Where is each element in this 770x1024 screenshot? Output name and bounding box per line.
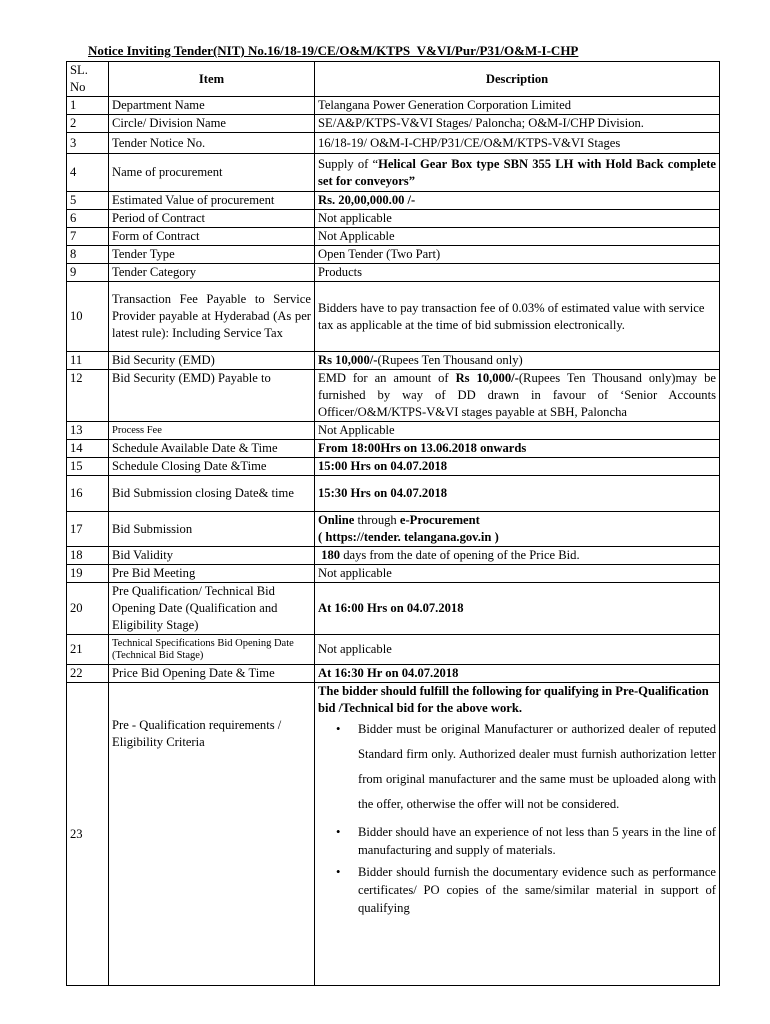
row-sl: 20: [67, 583, 109, 635]
tender-table: [66, 61, 720, 986]
row-sl: 11: [67, 352, 109, 370]
row-desc: At 16:00 Hrs on 04.07.2018: [315, 583, 720, 635]
row-desc: Not Applicable: [315, 228, 720, 246]
row-sl: 4: [67, 154, 109, 192]
row-sl: 7: [67, 228, 109, 246]
row-item: Form of Contract: [109, 228, 315, 246]
table-row: [67, 512, 720, 547]
row-desc: Rs. 20,00,000.00 /-: [315, 192, 720, 210]
row-desc: Not Applicable: [315, 422, 720, 440]
row-sl: 17: [67, 512, 109, 547]
row-item: Bid Submission: [109, 512, 315, 547]
row-item: Bid Security (EMD): [109, 352, 315, 370]
desc-bold: Rs 10,000/-: [318, 353, 378, 367]
row-desc: Open Tender (Two Part): [315, 246, 720, 264]
desc-prefix: EMD for an amount of: [318, 371, 456, 385]
desc-bold: Rs 10,000/-: [455, 371, 519, 385]
desc-bold: Online: [318, 513, 355, 527]
row-item: Circle/ Division Name: [109, 115, 315, 133]
row-item: Tender Category: [109, 264, 315, 282]
row-sl: 12: [67, 370, 109, 422]
table-row: [67, 583, 720, 635]
row-sl: 1: [67, 97, 109, 115]
row-sl: 9: [67, 264, 109, 282]
row-desc: Bidders have to pay transaction fee of 0.03% of estimated value with service tax as applicable at the time of bid submission electronically.: [315, 282, 720, 352]
eligibility-bullet: • Bidder should furnish the documentary evidence such as performance certificates/ PO copies of the same/similar material in support of qualifying: [358, 863, 716, 917]
row-desc: [315, 352, 720, 370]
desc-bold-2: e-Procurement: [399, 513, 480, 527]
row-sl: 2: [67, 115, 109, 133]
table-row: [67, 246, 720, 264]
eligibility-list-a: [318, 717, 716, 817]
row-desc: 16/18-19/ O&M-I-CHP/P31/CE/O&M/KTPS-V&VI Stages: [315, 133, 720, 154]
eligibility-intro: The bidder should fulfill the following for qualifying in Pre-Qualification bid /Technical bid for the above work.: [318, 684, 709, 715]
table-row: [67, 264, 720, 282]
row-item: Process Fee: [109, 422, 315, 440]
table-row: [67, 192, 720, 210]
desc-suffix: (Rupees Ten Thousand only): [377, 353, 523, 367]
row-desc: Telangana Power Generation Corporation Limited: [315, 97, 720, 115]
row-item: Tender Type: [109, 246, 315, 264]
row-desc: SE/A&P/KTPS-V&VI Stages/ Paloncha; O&M-I/CHP Division.: [315, 115, 720, 133]
table-row: [67, 440, 720, 458]
row-item: Pre Qualification/ Technical Bid Opening Date (Qualification and Eligibility Stage): [109, 583, 315, 635]
row-desc: [315, 683, 720, 986]
row-desc: Not applicable: [315, 565, 720, 583]
table-row: [67, 282, 720, 352]
eligibility-item-label: Pre - Qualification requirements / Eligibility Criteria: [112, 718, 282, 749]
row-sl: 6: [67, 210, 109, 228]
header-item: Item: [109, 62, 315, 97]
row-desc: 15:00 Hrs on 04.07.2018: [315, 458, 720, 476]
table-row: [67, 683, 720, 986]
table-row: [67, 133, 720, 154]
row-sl: 14: [67, 440, 109, 458]
table-header-row: [67, 62, 720, 97]
row-sl: 16: [67, 476, 109, 512]
row-sl: 8: [67, 246, 109, 264]
desc-suffix: (Rupees Ten Thousand only)may be furnished by way of DD drawn in favour of ‘Senior Accounts Officer/O&M/KTPS-V&VI stages payable at SBH, Paloncha: [318, 371, 716, 419]
row-item: Technical Specifications Bid Opening Date (Technical Bid Stage): [109, 635, 315, 665]
header-sl-no: SL. No: [67, 62, 109, 97]
row-item: Schedule Available Date & Time: [109, 440, 315, 458]
row-sl: 23: [67, 683, 109, 986]
row-item: Period of Contract: [109, 210, 315, 228]
row-sl: 15: [67, 458, 109, 476]
desc-prefix: Supply of “: [318, 156, 379, 171]
row-item: Name of procurement: [109, 154, 315, 192]
desc-mid: through: [354, 513, 400, 527]
row-desc: [315, 370, 720, 422]
desc-bold: Helical Gear Box type SBN 355 LH with Hold Back complete set for conveyors”: [318, 156, 716, 188]
table-row: [67, 97, 720, 115]
row-sl: 22: [67, 665, 109, 683]
row-item: Price Bid Opening Date & Time: [109, 665, 315, 683]
row-sl: 18: [67, 547, 109, 565]
row-desc: 15:30 Hrs on 04.07.2018: [315, 476, 720, 512]
desc-suffix: days from the date of opening of the Price Bid.: [340, 548, 580, 562]
desc-bold: 180: [321, 548, 341, 562]
row-desc: At 16:30 Hr on 04.07.2018: [315, 665, 720, 683]
table-row: [67, 565, 720, 583]
row-desc: [315, 547, 720, 565]
row-item: [109, 683, 315, 986]
row-desc: Products: [315, 264, 720, 282]
eligibility-bullet: • Bidder should have an experience of not less than 5 years in the line of manufacturing and supply of materials.: [358, 823, 716, 859]
row-sl: 3: [67, 133, 109, 154]
eligibility-bullet: • Bidder must be original Manufacturer or authorized dealer of reputed Standard firm only. Authorized dealer must furnish authorization letter from original manufacturer and the same must be uploaded along with the offer, otherwise the offer will not be considered.: [358, 717, 716, 817]
page-title: Notice Inviting Tender(NIT) No.16/18-19/CE/O&M/KTPS_V&VI/Pur/P31/O&M-I-CHP: [88, 43, 579, 58]
table-row: [67, 547, 720, 565]
table-row: [67, 458, 720, 476]
row-desc: [315, 512, 720, 547]
table-row: [67, 422, 720, 440]
row-desc: [315, 154, 720, 192]
row-item: Bid Submission closing Date& time: [109, 476, 315, 512]
row-item: Estimated Value of procurement: [109, 192, 315, 210]
table-row: [67, 210, 720, 228]
row-sl: 21: [67, 635, 109, 665]
table-row: [67, 352, 720, 370]
row-item: Tender Notice No.: [109, 133, 315, 154]
row-desc: From 18:00Hrs on 13.06.2018 onwards: [315, 440, 720, 458]
row-item: Schedule Closing Date &Time: [109, 458, 315, 476]
table-row: [67, 154, 720, 192]
row-sl: 13: [67, 422, 109, 440]
row-desc: Not applicable: [315, 635, 720, 665]
row-sl: 5: [67, 192, 109, 210]
row-desc: Not applicable: [315, 210, 720, 228]
row-item: Bid Validity: [109, 547, 315, 565]
table-row: [67, 115, 720, 133]
table-row: [67, 476, 720, 512]
header-description: Description: [315, 62, 720, 97]
row-sl: 19: [67, 565, 109, 583]
row-item: Bid Security (EMD) Payable to: [109, 370, 315, 422]
row-item: Transaction Fee Payable to Service Provider payable at Hyderabad (As per latest rule): Including Service Tax: [109, 282, 315, 352]
eligibility-list-b: [318, 823, 716, 917]
row-item: Department Name: [109, 97, 315, 115]
row-sl: 10: [67, 282, 109, 352]
table-row: [67, 370, 720, 422]
row-item: Pre Bid Meeting: [109, 565, 315, 583]
portal-url: ( https://tender. telangana.gov.in ): [318, 530, 499, 544]
table-row: [67, 665, 720, 683]
table-row: [67, 635, 720, 665]
table-row: [67, 228, 720, 246]
